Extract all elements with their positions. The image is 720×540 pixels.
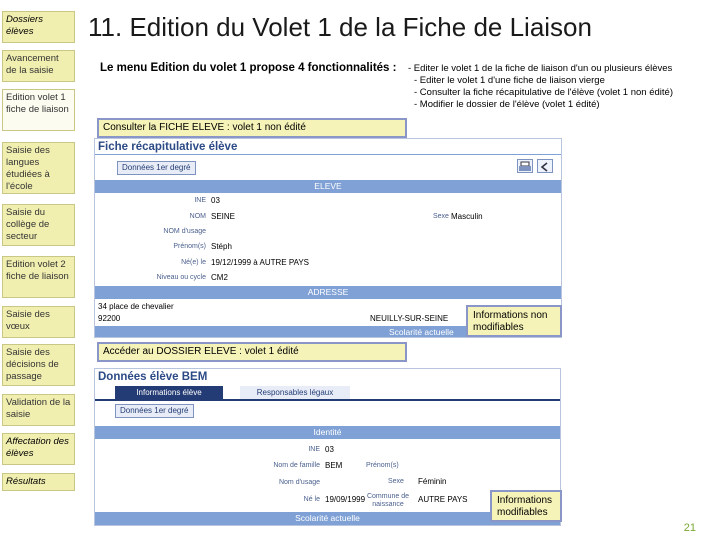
- sidebar-item-voeux[interactable]: Saisie des vœux: [2, 306, 75, 338]
- ne-le-value: 19/12/1999 à AUTRE PAYS: [211, 258, 309, 267]
- niveau-value: CM2: [211, 273, 228, 282]
- feature-item: - Modifier le dossier de l'élève (volet 1 édité): [414, 99, 600, 110]
- tab-informations-eleve[interactable]: Informations élève: [115, 386, 223, 399]
- sexe-value: Masculin: [451, 212, 483, 221]
- callout-non-modifiable: Informations non modifiables: [466, 305, 562, 337]
- page-number: 21: [683, 522, 696, 534]
- scolarite-bar: Scolarité actuelle: [95, 512, 560, 525]
- sidebar-item-edition-volet1[interactable]: Edition volet 1 fiche de liaison: [2, 89, 75, 131]
- prenom-label: Prénom(s): [366, 462, 399, 469]
- print-icon[interactable]: [517, 159, 533, 173]
- back-icon[interactable]: [537, 159, 553, 173]
- ne-le-label: Né le: [303, 496, 320, 503]
- intro-text: Le menu Edition du volet 1 propose 4 fonctionnalités :: [100, 62, 397, 74]
- eleve-section-bar: ELEVE: [95, 180, 561, 193]
- sidebar-item-resultats[interactable]: Résultats: [2, 473, 75, 491]
- tab-responsables-legaux[interactable]: Responsables légaux: [240, 386, 350, 399]
- callout-access-dossier: Accéder au DOSSIER ELEVE : volet 1 édité: [97, 342, 407, 362]
- city: NEUILLY-SUR-SEINE: [370, 314, 449, 323]
- callout-modifiable: Informations modifiables: [490, 490, 562, 522]
- sidebar-item-affectation[interactable]: Affectation des élèves: [2, 433, 75, 465]
- tab-underline: [95, 399, 560, 401]
- sidebar-item-edition-volet2[interactable]: Edition volet 2 fiche de liaison: [2, 256, 75, 298]
- sidebar-item-dossiers-eleves[interactable]: Dossiers élèves: [2, 11, 75, 43]
- ne-le-value: 19/09/1999: [325, 495, 366, 504]
- identite-section-bar: Identité: [95, 426, 560, 439]
- callout-consult-fiche: Consulter la FICHE ELEVE : volet 1 non édité: [97, 118, 407, 138]
- nom-label: NOM: [189, 213, 206, 220]
- sidebar-item-decisions[interactable]: Saisie des décisions de passage: [2, 344, 75, 386]
- sidebar-item-validation[interactable]: Validation de la saisie: [2, 394, 75, 426]
- donnees-1er-degre-button[interactable]: Données 1er degré: [115, 404, 194, 418]
- ine-label: INE: [308, 446, 320, 453]
- ine-value: 03: [211, 196, 220, 205]
- nom-usage-label: NOM d'usage: [163, 228, 206, 235]
- nom-famille-label: Nom de famille: [273, 462, 320, 469]
- donnees-1er-degre-button[interactable]: Données 1er degré: [117, 161, 196, 175]
- sidebar: [0, 0, 78, 540]
- feature-item: - Consulter la fiche récapitulative de l'élève (volet 1 non édité): [414, 87, 673, 98]
- postal-code: 92200: [98, 314, 121, 323]
- sidebar-item-langues[interactable]: Saisie des langues étudiées à l'école: [2, 142, 75, 194]
- address-line: 34 place de chevalier: [98, 302, 174, 311]
- commune-value: AUTRE PAYS: [418, 495, 468, 504]
- page-title: 11. Edition du Volet 1 de la Fiche de Liaison: [88, 12, 592, 42]
- prenom-value: Stéph: [211, 242, 232, 251]
- ine-value: 03: [325, 445, 334, 454]
- feature-item: - Editer le volet 1 de la fiche de liaison d'un ou plusieurs élèves: [408, 63, 673, 74]
- feature-list: [408, 63, 673, 111]
- ne-le-label: Né(e) le: [181, 259, 206, 266]
- sidebar-item-avancement[interactable]: Avancement de la saisie: [2, 50, 75, 82]
- nom-famille-value: BEM: [325, 461, 343, 470]
- scolarite-bar: Scolarité actuelle: [95, 326, 561, 338]
- nom-value: SEINE: [211, 212, 236, 221]
- feature-item: - Editer le volet 1 d'une fiche de liaison vierge: [414, 75, 605, 86]
- sexe-value: Féminin: [418, 477, 447, 486]
- sidebar-item-college-secteur[interactable]: Saisie du collège de secteur: [2, 204, 75, 246]
- sexe-label: Sexe: [388, 478, 404, 485]
- sexe-label: Sexe: [433, 213, 449, 220]
- adresse-section-bar: ADRESSE: [95, 286, 561, 299]
- commune-label: Commune de naissance: [366, 493, 410, 508]
- panel-title: Données élève BEM: [98, 371, 208, 383]
- panel-title: Fiche récapitulative élève: [98, 141, 238, 153]
- nom-usage-label: Nom d'usage: [278, 479, 320, 486]
- prenom-label: Prénom(s): [173, 243, 206, 250]
- divider: [95, 154, 561, 155]
- ine-label: INE: [194, 197, 206, 204]
- niveau-label: Niveau ou cycle: [156, 274, 206, 281]
